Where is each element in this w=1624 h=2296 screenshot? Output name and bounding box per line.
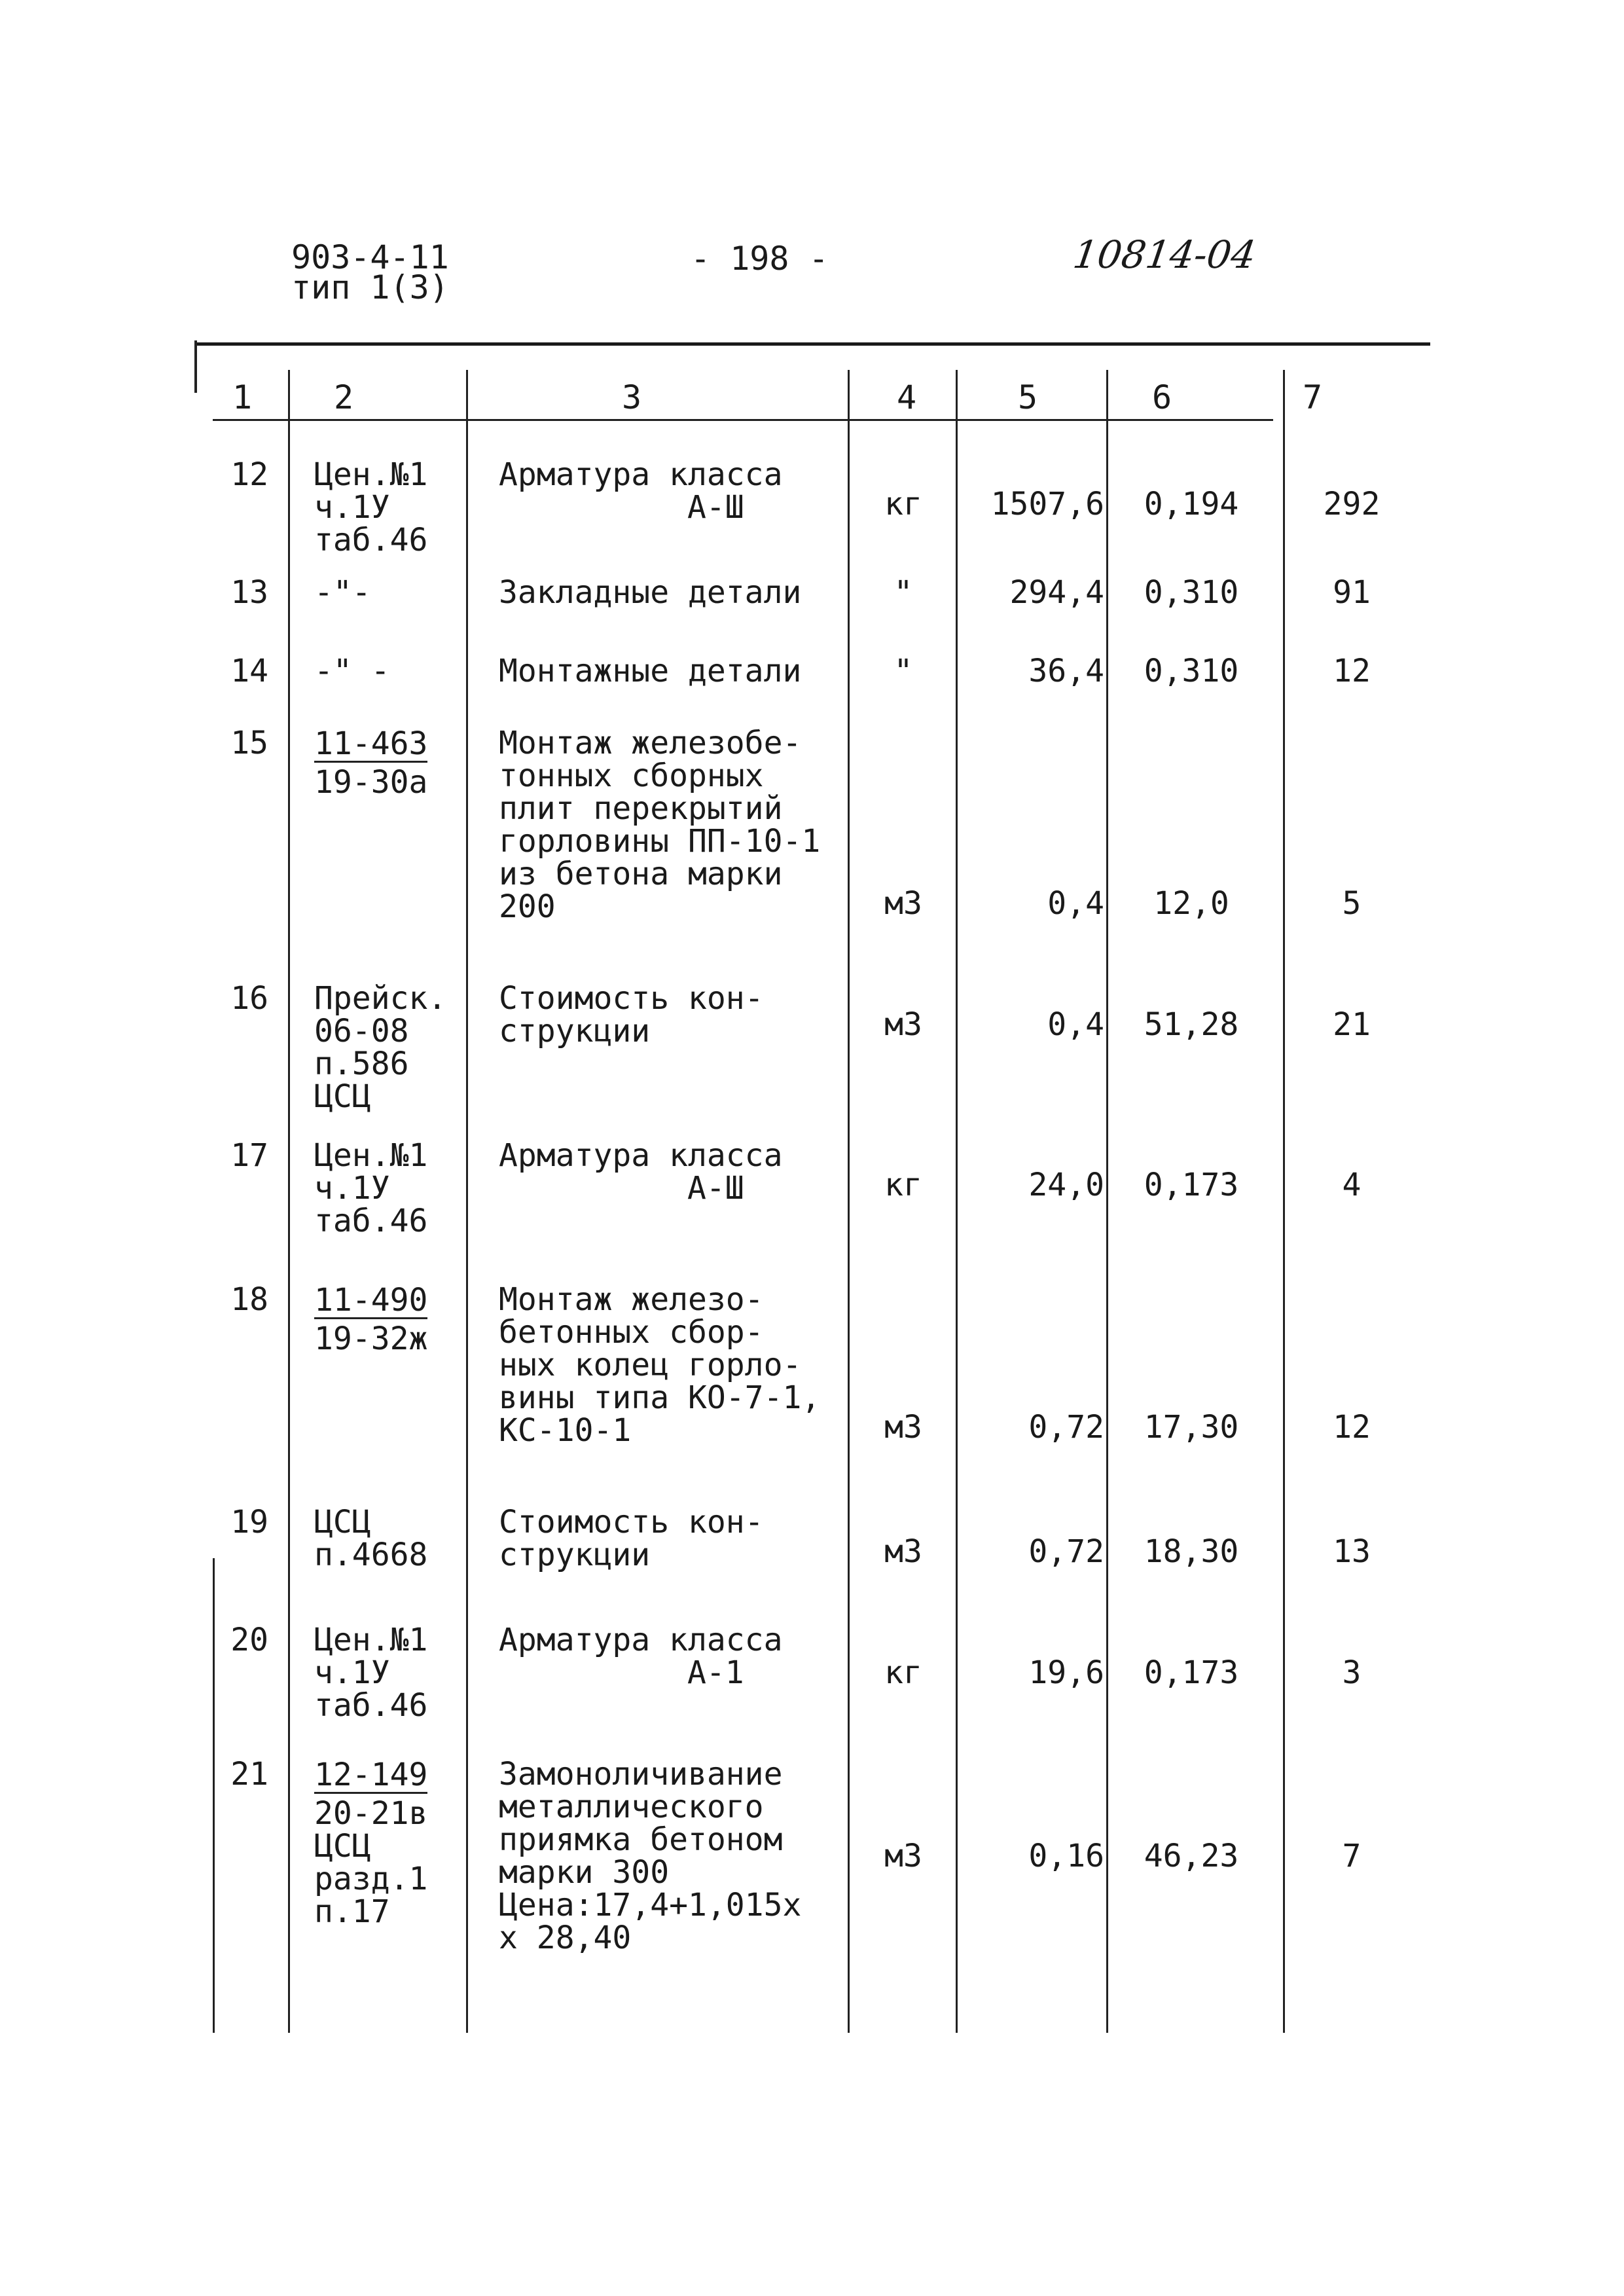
reference-line: п.586 xyxy=(314,1046,409,1082)
unit-price-cell: 0,194 xyxy=(1144,486,1239,522)
reference-line: Прейск. xyxy=(314,980,447,1017)
reference-line: таб.46 xyxy=(314,1203,428,1239)
description-line: металлического xyxy=(499,1789,764,1825)
row-number: 14 xyxy=(230,653,268,689)
total-cost-cell: 292 xyxy=(1323,486,1380,522)
column-header: 4 xyxy=(896,378,917,416)
column-divider xyxy=(848,370,850,2033)
reference-line: ЦСЦ xyxy=(314,1078,371,1115)
description-line: ных колец горло- xyxy=(499,1347,802,1383)
quantity-cell: 19,6 xyxy=(1028,1654,1104,1691)
total-cost-cell: 21 xyxy=(1333,1006,1371,1043)
column-header: 2 xyxy=(333,378,354,416)
column-divider xyxy=(466,370,468,2033)
table-header-rule xyxy=(213,419,1273,421)
total-cost-cell: 12 xyxy=(1333,653,1371,689)
unit-cell: " xyxy=(893,653,913,689)
reference-line: Цен.№1 xyxy=(314,456,428,493)
reference-line: -" - xyxy=(314,653,390,689)
reference-line: 19-30а xyxy=(314,764,428,801)
row-number: 18 xyxy=(230,1281,268,1318)
description-line: х 28,40 xyxy=(499,1920,632,1956)
total-cost-cell: 3 xyxy=(1342,1654,1362,1691)
reference-line: 20-21в xyxy=(314,1795,428,1832)
description-line: А-Ш xyxy=(687,489,744,526)
total-cost-cell: 91 xyxy=(1333,574,1371,611)
description-line: Стоимость кон- xyxy=(499,1504,764,1540)
column-divider xyxy=(1283,370,1285,2033)
table-top-rule xyxy=(196,342,1430,346)
description-line: Арматура класса xyxy=(499,1622,783,1658)
description-line: приямка бетоном xyxy=(499,1821,783,1858)
description-line: Арматура класса xyxy=(499,456,783,493)
reference-line: таб.46 xyxy=(314,522,428,558)
reference-line: Цен.№1 xyxy=(314,1622,428,1658)
reference-line: 19-32ж xyxy=(314,1321,428,1357)
reference-line: Цен.№1 xyxy=(314,1137,428,1174)
description-line: Монтаж железо- xyxy=(499,1281,764,1318)
quantity-cell: 24,0 xyxy=(1028,1167,1104,1203)
unit-cell: м3 xyxy=(884,1409,922,1446)
unit-cell: м3 xyxy=(884,1006,922,1043)
unit-price-cell: 18,30 xyxy=(1144,1533,1239,1570)
quantity-cell: 0,16 xyxy=(1028,1838,1104,1874)
description-line: Монтажные детали xyxy=(499,653,802,689)
unit-cell: м3 xyxy=(884,1838,922,1874)
column-header: 3 xyxy=(621,378,642,416)
reference-line: п.4668 xyxy=(314,1537,428,1573)
description-line: Цена:17,4+1,015х xyxy=(499,1887,802,1923)
column-header: 7 xyxy=(1302,378,1323,416)
unit-price-cell: 46,23 xyxy=(1144,1838,1239,1874)
description-line: Стоимость кон- xyxy=(499,980,764,1017)
description-line: бетонных сбор- xyxy=(499,1314,764,1351)
quantity-cell: 36,4 xyxy=(1028,653,1104,689)
unit-price-cell: 51,28 xyxy=(1144,1006,1239,1043)
reference-line xyxy=(314,727,427,763)
unit-price-cell: 0,173 xyxy=(1144,1167,1239,1203)
reference-line: ЦСЦ xyxy=(314,1504,371,1540)
unit-price-cell: 0,173 xyxy=(1144,1654,1239,1691)
reference-numerator: 12-149 xyxy=(314,1757,428,1793)
row-number: 13 xyxy=(230,574,268,611)
column-divider xyxy=(288,370,290,2033)
total-cost-cell: 12 xyxy=(1333,1409,1371,1446)
description-line: горловины ПП-10-1 xyxy=(499,823,821,860)
quantity-cell: 0,72 xyxy=(1028,1533,1104,1570)
quantity-cell: 0,72 xyxy=(1028,1409,1104,1446)
reference-line: -"- xyxy=(314,574,371,611)
row-number: 19 xyxy=(230,1504,268,1540)
page-number: - 198 - xyxy=(691,240,829,278)
row-number: 16 xyxy=(230,980,268,1017)
unit-cell: м3 xyxy=(884,885,922,922)
unit-cell: " xyxy=(893,574,913,611)
unit-cell: кг xyxy=(884,1167,922,1203)
unit-cell: м3 xyxy=(884,1533,922,1570)
column-divider xyxy=(1106,370,1108,2033)
total-cost-cell: 4 xyxy=(1342,1167,1362,1203)
description-line: из бетона марки xyxy=(499,856,783,892)
description-line: плит перекрытий xyxy=(499,790,783,827)
quantity-cell: 0,4 xyxy=(1047,1006,1104,1043)
description-line: Закладные детали xyxy=(499,574,802,611)
unit-price-cell: 12,0 xyxy=(1153,885,1229,922)
handwritten-number: 10814-04 xyxy=(1070,232,1259,277)
description-line: струкции xyxy=(499,1537,651,1573)
description-line: 200 xyxy=(499,888,556,925)
reference-line: ч.1У xyxy=(314,489,390,526)
column-header: 1 xyxy=(232,378,253,416)
column-header: 6 xyxy=(1151,378,1172,416)
description-line: Арматура класса xyxy=(499,1137,783,1174)
reference-line: ч.1У xyxy=(314,1170,390,1207)
document-code-line2: тип 1(3) xyxy=(291,268,449,306)
reference-line xyxy=(314,1283,427,1319)
column-header: 5 xyxy=(1017,378,1038,416)
unit-price-cell: 17,30 xyxy=(1144,1409,1239,1446)
total-cost-cell: 5 xyxy=(1342,885,1362,922)
column-divider xyxy=(956,370,958,2033)
reference-line: разд.1 xyxy=(314,1861,428,1897)
total-cost-cell: 7 xyxy=(1342,1838,1362,1874)
row-number: 21 xyxy=(230,1756,268,1793)
reference-numerator: 11-463 xyxy=(314,725,428,762)
reference-line: ЦСЦ xyxy=(314,1828,371,1865)
document-code xyxy=(291,238,449,306)
total-cost-cell: 13 xyxy=(1333,1533,1371,1570)
description-line: КС-10-1 xyxy=(499,1412,632,1449)
unit-price-cell: 0,310 xyxy=(1144,653,1239,689)
reference-numerator: 11-490 xyxy=(314,1282,428,1319)
reference-line: таб.46 xyxy=(314,1687,428,1724)
description-line: марки 300 xyxy=(499,1854,670,1891)
description-line: А-1 xyxy=(687,1654,744,1691)
description-line: струкции xyxy=(499,1013,651,1049)
unit-cell: кг xyxy=(884,486,922,522)
unit-price-cell: 0,310 xyxy=(1144,574,1239,611)
description-line: Замоноличивание xyxy=(499,1756,783,1793)
description-line: вины типа КО-7-1, xyxy=(499,1379,821,1416)
row-number: 17 xyxy=(230,1137,268,1174)
description-line: А-Ш xyxy=(687,1170,744,1207)
description-line: тонных сборных xyxy=(499,757,764,794)
unit-cell: кг xyxy=(884,1654,922,1691)
quantity-cell: 1507,6 xyxy=(990,486,1104,522)
row-number: 12 xyxy=(230,456,268,493)
quantity-cell: 294,4 xyxy=(1009,574,1104,611)
reference-line xyxy=(314,1758,427,1794)
row-number: 15 xyxy=(230,725,268,761)
description-line: Монтаж железобе- xyxy=(499,725,802,761)
quantity-cell: 0,4 xyxy=(1047,885,1104,922)
reference-line: п.17 xyxy=(314,1893,390,1930)
table-left-edge xyxy=(194,340,197,393)
reference-line: 06-08 xyxy=(314,1013,409,1049)
reference-line: ч.1У xyxy=(314,1654,390,1691)
document-code-line1: 903-4-11 xyxy=(291,238,449,276)
row-number: 20 xyxy=(230,1622,268,1658)
